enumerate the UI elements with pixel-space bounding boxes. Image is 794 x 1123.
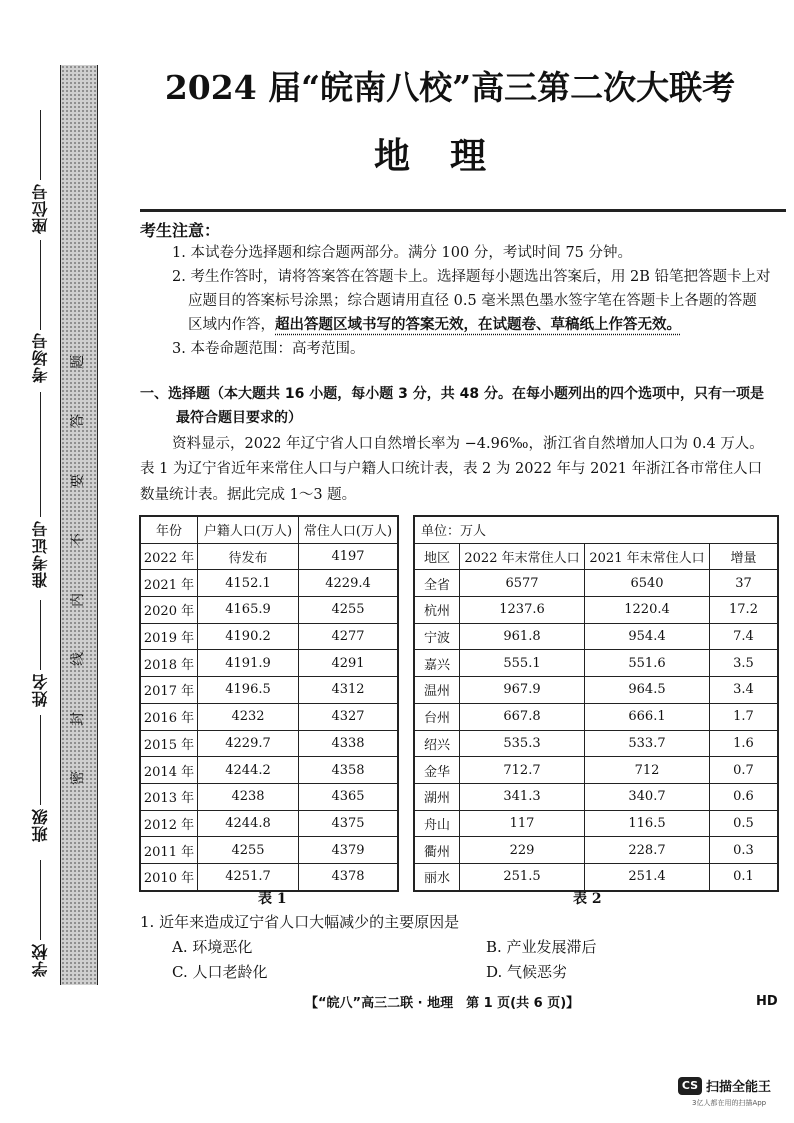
option-b[interactable]: B. 产业发展滞后 [486, 938, 597, 956]
table-row [140, 677, 398, 704]
exam-title: 2024 届“皖南八校”高三第二次大联考 [164, 68, 736, 107]
subject-title: 地理 [373, 136, 526, 177]
footer-code: HD [756, 994, 778, 1009]
table-cell: 1237.6 [460, 597, 585, 624]
table-liaoning-population [139, 515, 399, 892]
table2-caption: 表 2 [573, 891, 602, 907]
table-body [140, 543, 398, 890]
table-cell: 2022 年 [140, 543, 198, 570]
table-row [140, 757, 398, 784]
school-line [40, 860, 41, 940]
table-cell: 17.2 [710, 597, 779, 624]
table-cell: 117 [460, 810, 585, 837]
room-field[interactable] [18, 332, 62, 383]
table-cell: 2010 年 [140, 863, 198, 890]
table-cell: 533.7 [585, 730, 710, 757]
table-cell: 964.5 [585, 677, 710, 704]
table-cell: 衢州 [414, 837, 460, 864]
table-cell: 4152.1 [198, 570, 299, 597]
table-row [414, 730, 778, 757]
table-row [140, 730, 398, 757]
table-cell: 4291 [299, 650, 399, 677]
notice-item-2-cont: 应题目的答案标号涂黑；综合题请用直径 0.5 毫米黑色墨水签字笔在答题卡上各题的答题 [188, 293, 757, 309]
name-label: 姓名 [30, 673, 50, 707]
table-cell: 台州 [414, 703, 460, 730]
table-cell: 4165.9 [198, 597, 299, 624]
table-row [414, 597, 778, 624]
table-cell: 2020 年 [140, 597, 198, 624]
table-cell: 1220.4 [585, 597, 710, 624]
table-cell: 229 [460, 837, 585, 864]
table-cell: 116.5 [585, 810, 710, 837]
table-cell: 4277 [299, 623, 399, 650]
material-line-2: 表 1 为辽宁省近年来常住人口与户籍人口统计表，表 2 为 2022 年与 2021 年浙江各市常住人口 [140, 461, 763, 477]
table-cell: 667.8 [460, 703, 585, 730]
seal-word: 封 [70, 711, 86, 726]
table-cell: 6540 [585, 570, 710, 597]
table-cell: 4365 [299, 783, 399, 810]
table-row [414, 783, 778, 810]
table-cell: 535.3 [460, 730, 585, 757]
table-cell: 4312 [299, 677, 399, 704]
table-row [414, 863, 778, 890]
notice-item-1: 1. 本试卷分选择题和综合题两部分。满分 100 分，考试时间 75 分钟。 [172, 245, 633, 261]
table-cell: 4251.7 [198, 863, 299, 890]
class-label: 班级 [30, 808, 50, 842]
seal-word: 内 [70, 592, 86, 607]
table-cell: 4358 [299, 757, 399, 784]
table-row [414, 677, 778, 704]
seal-word: 线 [70, 652, 86, 667]
table-cell: 湖州 [414, 783, 460, 810]
exam-id-label: 准考证号 [30, 520, 50, 588]
table-cell: 2012 年 [140, 810, 198, 837]
table-cell: 961.8 [460, 623, 585, 650]
class-line [40, 715, 41, 805]
table-row [140, 570, 398, 597]
table-cell: 4196.5 [198, 677, 299, 704]
table-cell: 0.5 [710, 810, 779, 837]
seal-word: 题 [70, 355, 86, 369]
table-row [414, 837, 778, 864]
header-cell: 户籍人口(万人) [198, 516, 299, 543]
table-row [140, 863, 398, 890]
table-cell: 金华 [414, 757, 460, 784]
notice-warning: 超出答题区域书写的答案无效，在试题卷、草稿纸上作答无效。 [275, 317, 681, 333]
name-field[interactable] [18, 673, 62, 707]
table-cell: 555.1 [460, 650, 585, 677]
seat-field[interactable] [18, 183, 62, 234]
table-row [140, 837, 398, 864]
table-cell: 4255 [299, 597, 399, 624]
notice-item-2-end-a: 区域内作答， [188, 317, 275, 333]
seal-word: 密 [70, 770, 86, 785]
table-cell: 温州 [414, 677, 460, 704]
table-cell: 0.1 [710, 863, 779, 890]
table-cell: 4379 [299, 837, 399, 864]
table-cell: 4197 [299, 543, 399, 570]
header-cell: 地区 [414, 543, 460, 570]
table-cell: 1.6 [710, 730, 779, 757]
table-cell: 全省 [414, 570, 460, 597]
table-body [414, 570, 778, 891]
table-cell: 666.1 [585, 703, 710, 730]
table-cell: 嘉兴 [414, 650, 460, 677]
camscanner-tagline: 3亿人都在用的扫描App [692, 1099, 767, 1107]
table-cell: 待发布 [198, 543, 299, 570]
table-cell: 宁波 [414, 623, 460, 650]
seal-word: 要 [70, 473, 86, 488]
table-cell: 1.7 [710, 703, 779, 730]
notice-item-2: 2. 考生作答时，请将答案答在答题卡上。选择题每小题选出答案后，用 2B 铅笔把答题卡上对 [172, 269, 771, 285]
table-row [414, 650, 778, 677]
camscanner-logo-icon: CS [678, 1077, 702, 1095]
room-line [40, 240, 41, 330]
table-cell: 4327 [299, 703, 399, 730]
table-cell: 712 [585, 757, 710, 784]
table-cell: 712.7 [460, 757, 585, 784]
table-cell: 6577 [460, 570, 585, 597]
table-cell: 967.9 [460, 677, 585, 704]
table-header-row [140, 516, 398, 543]
seal-word: 答 [70, 414, 86, 429]
table-cell: 4375 [299, 810, 399, 837]
table-cell: 0.7 [710, 757, 779, 784]
exam-id-field[interactable] [18, 520, 62, 588]
header-rule [140, 209, 786, 212]
table-cell: 2016 年 [140, 703, 198, 730]
header-cell: 2022 年末常住人口 [460, 543, 585, 570]
table-row [140, 703, 398, 730]
table-row [414, 623, 778, 650]
table-cell: 4338 [299, 730, 399, 757]
table-cell: 551.6 [585, 650, 710, 677]
table-cell: 舟山 [414, 810, 460, 837]
table-row [414, 757, 778, 784]
table-cell: 2015 年 [140, 730, 198, 757]
table-cell: 丽水 [414, 863, 460, 890]
header-cell: 2021 年末常住人口 [585, 543, 710, 570]
table-cell: 4191.9 [198, 650, 299, 677]
table-cell: 4378 [299, 863, 399, 890]
table-header-row [414, 543, 778, 570]
option-c[interactable]: C. 人口老龄化 [172, 963, 268, 981]
page-footer: 【“皖八”高三二联 · 地理 第 1 页(共 6 页)】 [305, 996, 580, 1011]
option-a[interactable]: A. 环境恶化 [172, 938, 253, 956]
notice-item-3: 3. 本卷命题范围：高考范围。 [172, 341, 365, 357]
school-field[interactable] [18, 943, 62, 977]
table-cell: 4229.7 [198, 730, 299, 757]
seal-word: 不 [70, 533, 86, 548]
table-cell: 2011 年 [140, 837, 198, 864]
table-cell: 7.4 [710, 623, 779, 650]
name-line [40, 600, 41, 670]
table-cell: 2013 年 [140, 783, 198, 810]
table-cell: 4255 [198, 837, 299, 864]
table-row [140, 623, 398, 650]
seat-line [40, 110, 41, 180]
unit-cell: 单位：万人 [414, 516, 778, 543]
notice-title: 考生注意： [140, 221, 221, 240]
camscanner-name: 扫描全能王 [706, 1080, 772, 1095]
school-label: 学校 [30, 943, 50, 977]
table-row [140, 810, 398, 837]
table-cell: 3.5 [710, 650, 779, 677]
table-cell: 2019 年 [140, 623, 198, 650]
section-heading: 一、选择题（本大题共 16 小题，每小题 3 分，共 48 分。在每小题列出的四个选项中，只有一项是 [140, 386, 764, 402]
table-cell: 杭州 [414, 597, 460, 624]
table-cell: 4232 [198, 703, 299, 730]
table-row [140, 650, 398, 677]
table-row [140, 543, 398, 570]
header-cell: 常住人口(万人) [299, 516, 399, 543]
header-cell: 增量 [710, 543, 779, 570]
table-row [414, 810, 778, 837]
table-cell: 绍兴 [414, 730, 460, 757]
table-row [414, 703, 778, 730]
section-heading-cont: 最符合题目要求的） [176, 410, 302, 426]
material-line-3: 数量统计表。据此完成 1～3 题。 [140, 487, 357, 503]
table1-caption: 表 1 [258, 891, 287, 907]
table-cell: 251.5 [460, 863, 585, 890]
header-cell: 年份 [140, 516, 198, 543]
table-cell: 2017 年 [140, 677, 198, 704]
table-cell: 954.4 [585, 623, 710, 650]
table-zhejiang-population [413, 515, 779, 892]
option-d[interactable]: D. 气候恶劣 [486, 963, 568, 981]
table-cell: 341.3 [460, 783, 585, 810]
table-cell: 4244.8 [198, 810, 299, 837]
table-cell: 4244.2 [198, 757, 299, 784]
table-cell: 3.4 [710, 677, 779, 704]
table-cell: 0.6 [710, 783, 779, 810]
table-cell: 4229.4 [299, 570, 399, 597]
notice-item-2-end [188, 314, 681, 336]
unit-row [414, 516, 778, 543]
table-cell: 4238 [198, 783, 299, 810]
table-cell: 0.3 [710, 837, 779, 864]
table-cell: 2014 年 [140, 757, 198, 784]
table-cell: 228.7 [585, 837, 710, 864]
material-line-1: 资料显示，2022 年辽宁省人口自然增长率为 −4.96‰，浙江省自然增加人口为 0.4 万人。 [172, 436, 764, 452]
table-cell: 2018 年 [140, 650, 198, 677]
table-cell: 251.4 [585, 863, 710, 890]
table-cell: 340.7 [585, 783, 710, 810]
table-row [140, 597, 398, 624]
seat-label: 座位号 [30, 183, 50, 234]
table-cell: 2021 年 [140, 570, 198, 597]
id-line [40, 392, 41, 517]
table-row [414, 570, 778, 597]
table-cell: 4190.2 [198, 623, 299, 650]
question-1-stem: 1. 近年来造成辽宁省人口大幅减少的主要原因是 [140, 913, 460, 931]
seal-words [60, 355, 96, 785]
table-row [140, 783, 398, 810]
table-cell: 37 [710, 570, 779, 597]
room-label: 考场号 [30, 332, 50, 383]
class-field[interactable] [18, 808, 62, 842]
